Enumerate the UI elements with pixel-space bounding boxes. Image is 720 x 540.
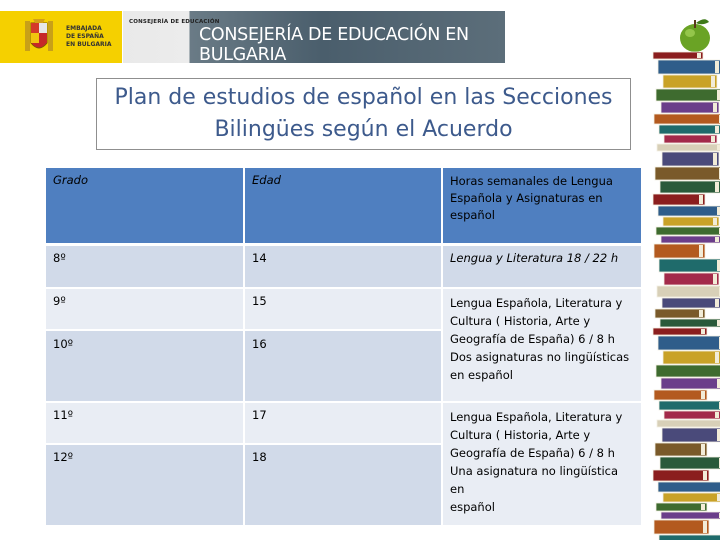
book-spine [656, 89, 720, 101]
book-pages [715, 61, 719, 73]
book-spine [653, 194, 705, 205]
book-pages [713, 103, 717, 112]
spanish-coat-of-arms-icon [22, 17, 56, 57]
cell-edad: 15 [244, 288, 442, 330]
cell-edad: 14 [244, 244, 442, 288]
book-spine [659, 125, 720, 134]
book-spine [658, 336, 720, 350]
book-spine [657, 420, 720, 427]
book-spine [661, 236, 720, 243]
book-pages [713, 153, 717, 165]
table-row [46, 244, 641, 288]
book-spine [656, 503, 707, 511]
book-spine [655, 443, 707, 456]
book-pages [715, 126, 719, 133]
book-spine [662, 152, 719, 166]
book-pages [715, 352, 719, 363]
page-header [0, 0, 720, 72]
consejeria-banner [123, 11, 505, 63]
book-spine [657, 144, 720, 151]
book-pages [699, 245, 703, 257]
book-spine [655, 167, 720, 180]
book-spine [653, 470, 709, 481]
book-spine [664, 135, 717, 143]
book-spine [661, 378, 720, 389]
book-pages [697, 53, 701, 58]
consejeria-small-label: CONSEJERÍA DE EDUCACIÓN [129, 19, 220, 25]
book-pages [713, 274, 717, 284]
cell-edad: 16 [244, 330, 442, 402]
table-header-row [46, 168, 641, 244]
book-spine [659, 401, 720, 410]
book-spine [656, 365, 720, 377]
book-pages [699, 310, 703, 317]
book-spine [659, 535, 720, 540]
book-spine [656, 227, 720, 235]
table-row [46, 402, 641, 444]
book-pages [713, 218, 717, 225]
book-spine [654, 520, 709, 534]
cell-horas-group-2: Lengua Española, Literatura y Cultura ( Historia, Arte y Geografía de España) 6 / 8 h Una asignatura no lingüística en español [442, 402, 641, 526]
book-pages [715, 299, 719, 307]
book-pages [711, 136, 715, 142]
cell-horas-group-1: Lengua Española, Literatura y Cultura ( Historia, Arte y Geografía de España) 6 / 8 h Dos asignaturas no lingüísticas en español [442, 288, 641, 402]
embassy-label: EMBAJADA DE ESPAÑA EN BULGARIA [66, 25, 112, 48]
book-spine [653, 328, 707, 335]
cell-edad: 18 [244, 444, 442, 526]
book-spine [660, 181, 720, 193]
book-spine [660, 457, 720, 469]
book-spine [655, 309, 705, 318]
book-pages [715, 412, 719, 418]
book-spine [658, 60, 720, 74]
book-pages [701, 504, 705, 510]
header-edad: Edad [244, 168, 442, 244]
header-grado: Grado [46, 168, 244, 244]
cell-grado: 9º [46, 288, 244, 330]
cell-grado: 11º [46, 402, 244, 444]
book-pages [701, 444, 705, 455]
book-pages [715, 237, 719, 242]
study-plan-table [46, 168, 641, 527]
cell-grado: 10º [46, 330, 244, 402]
embassy-logo [0, 11, 122, 63]
slide-title [96, 78, 631, 150]
cell-horas: Lengua y Literatura 18 / 22 h [442, 244, 641, 288]
book-pages [701, 329, 705, 334]
title-line-1: Plan de estudios de español en las Secciones [114, 85, 613, 110]
book-pages [701, 391, 705, 399]
apple-icon [680, 19, 710, 52]
book-spine [664, 411, 720, 419]
book-pages [715, 182, 719, 192]
book-spine [661, 512, 720, 519]
book-spine [657, 286, 720, 297]
book-pages [711, 76, 715, 87]
book-spine [663, 351, 720, 364]
book-pages [703, 521, 707, 533]
cell-edad: 17 [244, 402, 442, 444]
book-spine [661, 102, 719, 113]
title-line-2: Bilingües según el Acuerdo [214, 117, 513, 142]
book-spine [660, 319, 720, 327]
book-spine [663, 75, 717, 88]
book-spine [653, 52, 703, 59]
header-horas: Horas semanales de Lengua Española y Asignaturas en español [442, 168, 641, 244]
book-stack-illustration [645, 0, 720, 540]
book-spine [662, 428, 720, 442]
book-spine [664, 273, 719, 285]
cell-grado: 12º [46, 444, 244, 526]
book-spine [663, 493, 720, 502]
book-spine [658, 482, 720, 492]
consejeria-main-label: CONSEJERÍA DE EDUCACIÓN EN BULGARIA [199, 25, 469, 65]
book-pages [699, 195, 703, 204]
book-pages [703, 471, 707, 480]
book-spine [654, 114, 720, 124]
book-spine [662, 298, 720, 308]
table-row [46, 288, 641, 330]
book-spine [654, 390, 707, 400]
book-spine [663, 217, 719, 226]
cell-grado: 8º [46, 244, 244, 288]
book-spine [658, 206, 720, 216]
book-spine [659, 259, 720, 272]
book-spine [654, 244, 705, 258]
